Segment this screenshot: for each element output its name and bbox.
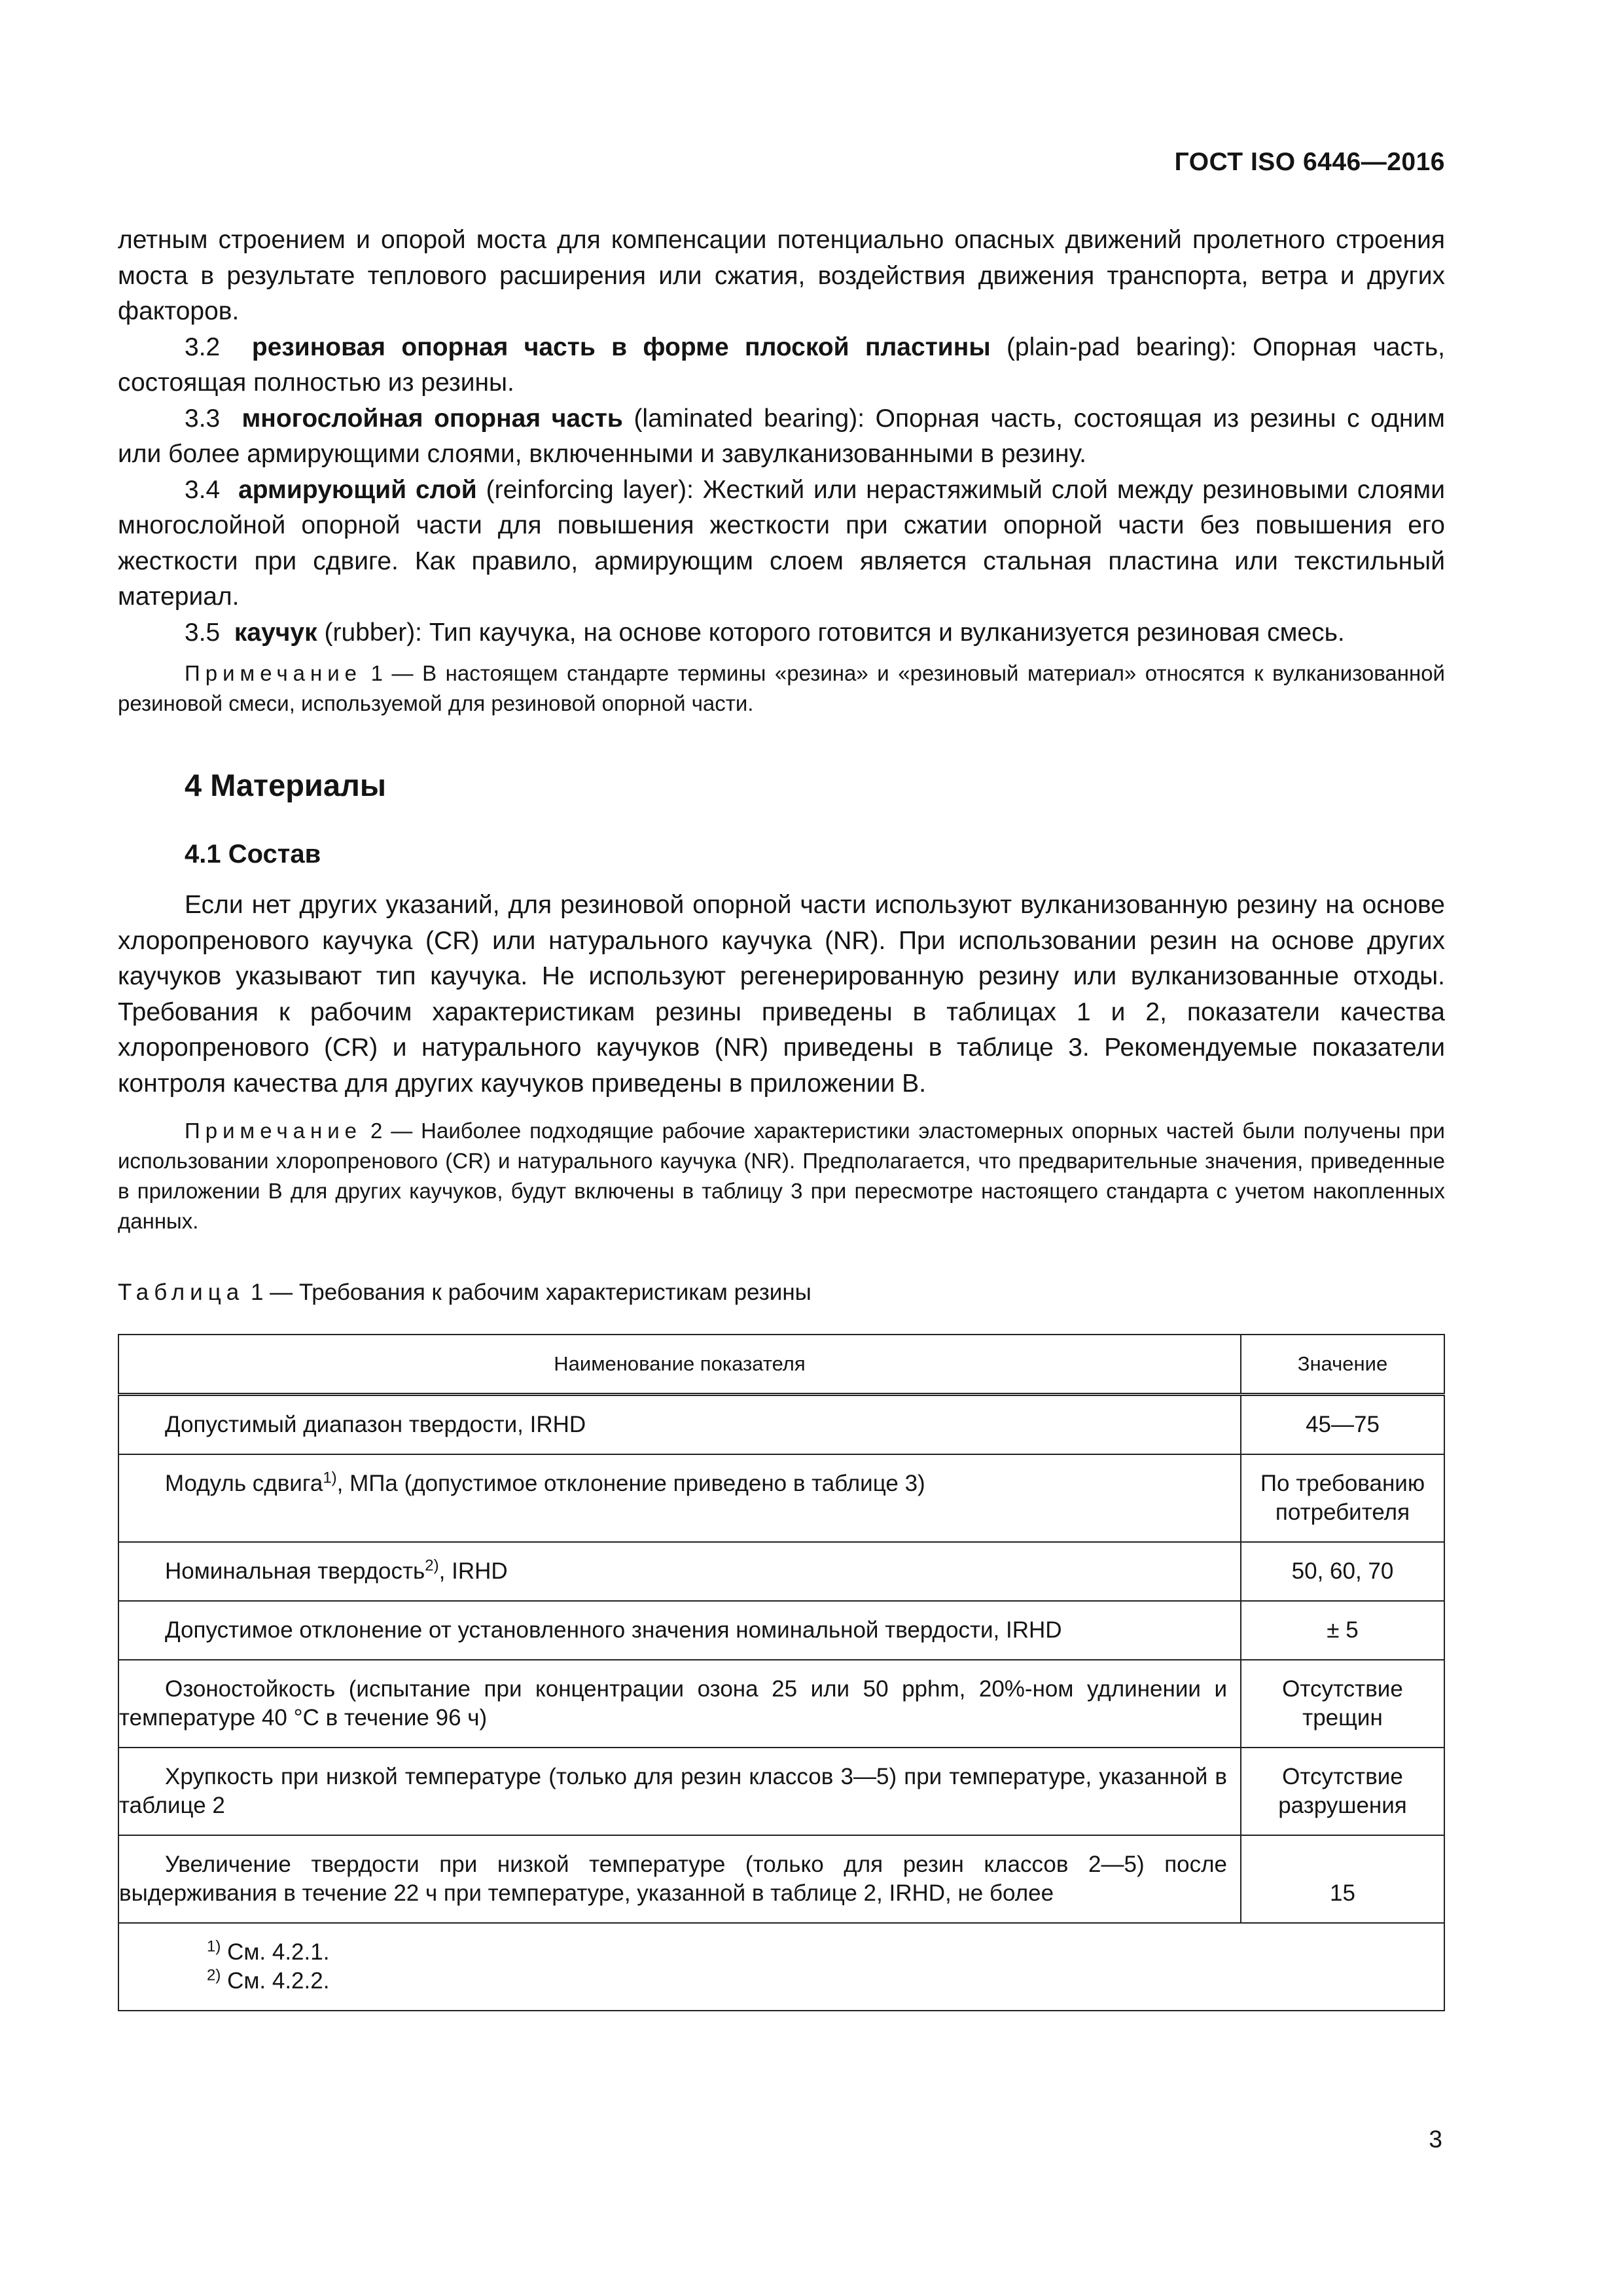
definition-text: (rubber): Тип каучука, на основе которого готовится и вулканизуется резиновая смесь. bbox=[317, 618, 1345, 647]
row-value: ± 5 bbox=[1241, 1601, 1444, 1660]
table-row bbox=[118, 1601, 1444, 1660]
definitions-block bbox=[118, 223, 1445, 719]
footnote-mark: 2) bbox=[207, 1966, 221, 1984]
table-footnotes-row bbox=[118, 1923, 1444, 2011]
note-text: 1 — В настоящем стандарте термины «резина» и «резиновый материал» относятся к вулканизованной резиновой смеси, используемой для резиновой опорной части. bbox=[118, 661, 1445, 715]
definition-number: 3.5 bbox=[185, 618, 221, 647]
definition-3-3 bbox=[118, 401, 1445, 473]
column-header-value: Значение bbox=[1241, 1335, 1444, 1395]
row-name: Увеличение твердости при низкой температуре (только для резин классов 2—5) после выдерживания в течение 22 ч при температуре, указанной в таблице 2, IRHD, не более bbox=[118, 1835, 1241, 1923]
row-value: 45—75 bbox=[1241, 1395, 1444, 1455]
requirements-table bbox=[118, 1334, 1445, 2011]
section-title: 4 Материалы bbox=[185, 768, 386, 802]
row-name: Хрупкость при низкой температуре (только для резин классов 3—5) при температуре, указанной в таблице 2 bbox=[118, 1748, 1241, 1835]
definition-number: 3.4 bbox=[185, 475, 221, 504]
note-label: Примечание bbox=[185, 1119, 363, 1143]
row-value: Отсутствие трещин bbox=[1241, 1660, 1444, 1748]
footnote-mark: 1) bbox=[207, 1937, 221, 1956]
row-value: 15 bbox=[1241, 1835, 1444, 1923]
table-row bbox=[118, 1454, 1444, 1542]
column-header-name: Наименование показателя bbox=[118, 1335, 1241, 1395]
table-row bbox=[118, 1835, 1444, 1923]
table-caption bbox=[118, 1280, 812, 1306]
row-name: Озоностойкость (испытание при концентрации озона 25 или 50 pphm, 20%-ном удлинении и температуре 40 °С в течение 96 ч) bbox=[118, 1660, 1241, 1748]
row-name: Допустимый диапазон твердости, IRHD bbox=[118, 1395, 1241, 1455]
note-1 bbox=[118, 658, 1445, 719]
definition-term: многослойная опорная часть bbox=[241, 404, 623, 433]
row-name: Допустимое отклонение от установленного значения номинальной твердости, IRHD bbox=[118, 1601, 1241, 1660]
subsection-title: 4.1 Состав bbox=[185, 840, 321, 869]
table-row bbox=[118, 1660, 1444, 1748]
table-row bbox=[118, 1542, 1444, 1601]
row-name: Номинальная твердость$^{2)}$, IRHD bbox=[118, 1542, 1241, 1601]
definition-3-2 bbox=[118, 330, 1445, 401]
row-value: Отсутствие разрушения bbox=[1241, 1748, 1444, 1835]
definition-3-5 bbox=[118, 615, 1445, 651]
row-value: 50, 60, 70 bbox=[1241, 1542, 1444, 1601]
document-page bbox=[118, 0, 1445, 2296]
table-header-row bbox=[118, 1335, 1444, 1395]
definition-term: армирующий слой bbox=[238, 475, 477, 504]
definition-term: резиновая опорная часть в форме плоской пластины bbox=[251, 332, 991, 361]
footnote-1: $^{1)}$ См. 4.2.1. bbox=[207, 1937, 330, 1965]
note-text: 2 — Наиболее подходящие рабочие характеристики эластомерных опорных частей были получены при использовании хлоропренового (CR) и натурального каучука (NR). Предполагается, что предварительные значения, приведенные в приложении В для других каучуков, будут включены в таблицу 3 при пересмотре настоящего стандарта с учетом накопленных данных. bbox=[118, 1119, 1445, 1233]
page-number: 3 bbox=[1429, 2126, 1442, 2153]
table-caption-text: 1 — Требования к рабочим характеристикам резины bbox=[244, 1280, 812, 1305]
definition-number: 3.2 bbox=[185, 332, 221, 361]
standard-header: ГОСТ ISO 6446—2016 bbox=[1174, 148, 1445, 176]
definition-text: (laminated bearing): Опорная часть, состоящая из резины с одним или более армирующими слоями, включенными и завулканизованными в резину. bbox=[118, 404, 1445, 468]
composition-paragraph: Если нет других указаний, для резиновой опорной части используют вулканизованную резину на основе хлоропренового каучука (CR) или натурального каучука (NR). При использовании резин на основе других каучуков указывают тип каучука. Не используют регенерированную резину или вулканизованные отходы. Требования к рабочим характеристикам резины приведены в таблицах 1 и 2, показатели качества хлоропренового (CR) и натурального каучуков (NR) приведены в таблице 3. Рекомендуемые показатели контроля качества для других каучуков приведены в приложении В. bbox=[118, 891, 1445, 1098]
definition-text: (reinforcing layer): Жесткий или нерастяжимый слой между резиновыми слоями многослойной опорной части для повышения жесткости при сжатии опорной части без повышения его жесткости при сдвиге. Как правило, армирующим слоем является стальная пластина или текстильный материал. bbox=[118, 475, 1445, 611]
note-2 bbox=[118, 1116, 1445, 1236]
table-row bbox=[118, 1748, 1444, 1835]
definition-number: 3.3 bbox=[185, 404, 221, 433]
footnote-mark: 1) bbox=[323, 1469, 337, 1487]
table-caption-label: Таблица bbox=[118, 1280, 245, 1305]
definition-3-4 bbox=[118, 473, 1445, 615]
row-value: По требованию потребителя bbox=[1241, 1454, 1444, 1542]
table-footnotes bbox=[118, 1923, 1444, 2011]
table-row bbox=[118, 1395, 1444, 1455]
composition-block bbox=[118, 888, 1445, 1236]
footnote-2: $^{2)}$ См. 4.2.2. bbox=[207, 1966, 330, 1994]
definition-text: (plain-pad bearing): Опорная часть, состоящая полностью из резины. bbox=[118, 332, 1445, 397]
definition-term: каучук bbox=[234, 618, 317, 647]
intro-paragraph: летным строением и опорой моста для компенсации потенциально опасных движений пролетного строения моста в результате теплового расширения или сжатия, воздействия движения транспорта, ветра и других факторов. bbox=[118, 226, 1445, 325]
footnote-mark: 2) bbox=[425, 1556, 439, 1575]
row-name: Модуль сдвига$^{1)}$, МПа (допустимое отклонение приведено в таблице 3) bbox=[118, 1454, 1241, 1542]
note-label: Примечание bbox=[185, 661, 363, 685]
